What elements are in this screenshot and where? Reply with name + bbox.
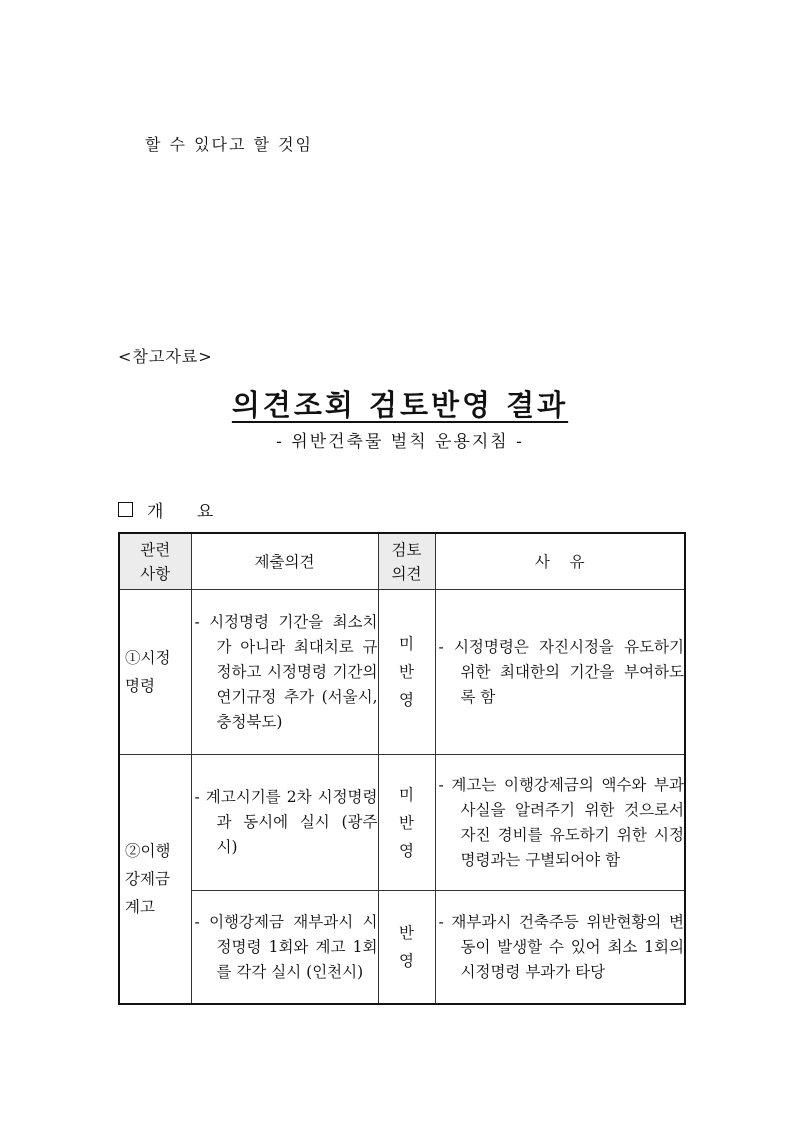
- section-label: 개 요: [147, 502, 228, 522]
- reason-text: - 계고는 이행강제금의 액수와 부과사실을 알려주기 위한 것으로서 자진 경비를 유도하기 위한 시정명령과는 구별되어야 함: [438, 775, 684, 869]
- result-char: 영: [399, 691, 414, 709]
- row-opinion: [191, 891, 378, 1005]
- header-review-line: 의견: [391, 564, 422, 583]
- row-result: [378, 891, 435, 1005]
- row-reason: [435, 590, 685, 755]
- continuation-text: 할 수 있다고 할 것임: [145, 135, 313, 154]
- row-opinion: [191, 755, 378, 891]
- result-char: 영: [399, 952, 414, 970]
- header-category-line: 사항: [140, 564, 171, 583]
- header-review-line: 검토: [391, 540, 422, 559]
- reason-text: - 시정명령은 자진시정을 유도하기 위한 최대한의 기간을 부여하도록 함: [438, 637, 684, 706]
- result-char: 반: [399, 924, 414, 942]
- table-header-row: [119, 533, 685, 590]
- checkbox-square-icon: [118, 502, 133, 517]
- review-table: [118, 532, 686, 1005]
- table-row: [119, 891, 685, 1005]
- row-opinion: [191, 590, 378, 755]
- category-line: ②이행: [125, 842, 171, 860]
- category-line: ①시정: [125, 649, 171, 667]
- section-heading: [118, 497, 227, 522]
- reference-label: <참고자료>: [118, 347, 213, 366]
- header-reason-label: 사 유: [534, 552, 585, 571]
- category-line: 명령: [125, 677, 155, 695]
- header-category-line: 관련: [140, 540, 171, 559]
- result-char: 반: [399, 813, 414, 832]
- row-category: [119, 755, 191, 1005]
- document-title: 의견조회 검토반영 결과: [231, 388, 569, 422]
- row-result: [378, 590, 435, 755]
- row-category: [119, 590, 191, 755]
- opinion-text: - 시정명령 기간을 최소치가 아니라 최대치로 규정하고 시정명령 기간의 연기규정 추가 (서울시, 충청북도): [194, 612, 378, 731]
- opinion-text: - 계고시기를 2차 시정명령과 동시에 실시 (광주시): [194, 788, 378, 856]
- result-char: 미: [399, 635, 414, 653]
- category-line: 계고: [125, 898, 155, 916]
- opinion-text: - 이행강제금 재부과시 시정명령 1회와 계고 1회를 각각 실시 (인천시): [194, 912, 378, 981]
- header-category: [119, 533, 191, 590]
- table-row: [119, 590, 685, 755]
- result-char: 미: [399, 785, 414, 804]
- category-line: 강제금: [125, 870, 170, 888]
- header-reason: [435, 533, 685, 590]
- row-reason: [435, 891, 685, 1005]
- table-row: [119, 755, 685, 891]
- row-result: [378, 755, 435, 891]
- header-opinion: 제출의견: [191, 533, 378, 590]
- row-reason: [435, 755, 685, 891]
- result-char: 영: [399, 841, 414, 860]
- document-subtitle: - 위반건축물 벌칙 운용지침 -: [276, 432, 524, 452]
- header-review: [378, 533, 435, 590]
- reason-text: - 재부과시 건축주등 위반현황의 변동이 발생할 수 있어 최소 1회의 시정명령 부과가 타당: [438, 912, 684, 981]
- result-char: 반: [399, 663, 414, 681]
